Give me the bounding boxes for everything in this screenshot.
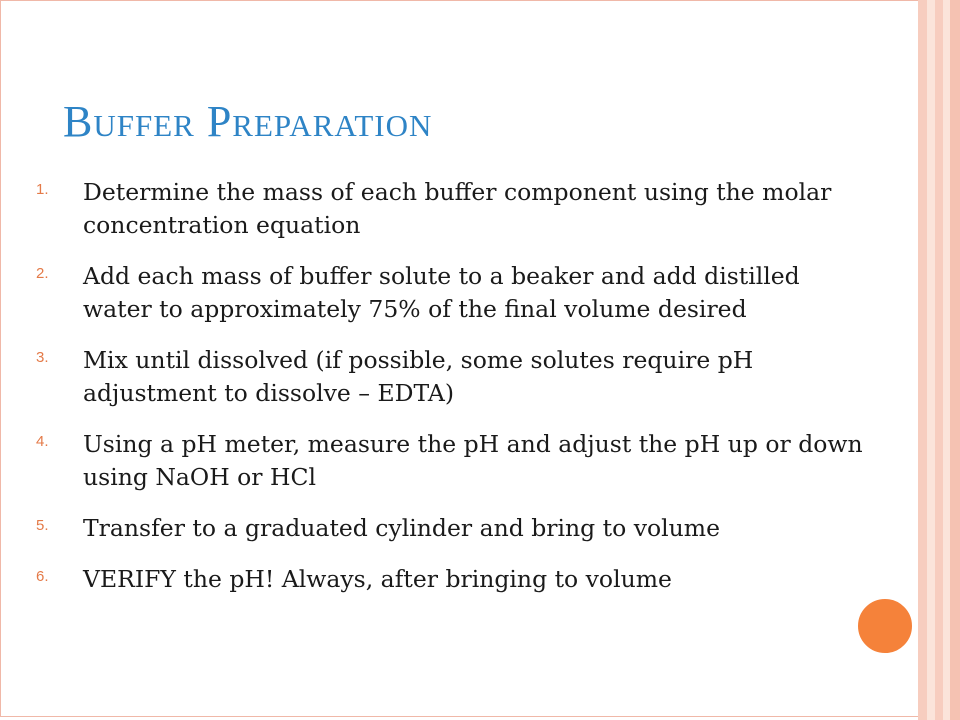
step-number: 1. [36,181,49,198]
side-stripe [950,0,960,720]
list-item [36,428,866,494]
steps-list [36,176,866,614]
step-text: Mix until dissolved (if possible, some solutes require pH adjustment to dissolve – EDTA) [83,346,754,407]
side-stripe [918,0,927,720]
step-number: 4. [36,433,49,450]
side-stripe [927,0,935,720]
step-text: Determine the mass of each buffer component using the molar concentration equation [83,178,832,239]
step-text: Transfer to a graduated cylinder and bring to volume [83,514,720,542]
side-stripe [943,0,950,720]
list-item [36,176,866,242]
step-number: 3. [36,349,49,366]
step-text: Add each mass of buffer solute to a beaker and add distilled water to approximately 75% of the final volume desired [83,262,800,323]
slide-title: Buffer Preparation [63,97,433,146]
list-item [36,260,866,326]
list-item [36,344,866,410]
list-item [36,512,866,545]
step-number: 5. [36,517,49,534]
side-stripe [935,0,943,720]
step-text: VERIFY the pH! Always, after bringing to volume [83,565,672,593]
step-number: 6. [36,568,49,585]
step-text: Using a pH meter, measure the pH and adjust the pH up or down using NaOH or HCl [83,430,863,491]
step-number: 2. [36,265,49,282]
list-item [36,563,866,596]
